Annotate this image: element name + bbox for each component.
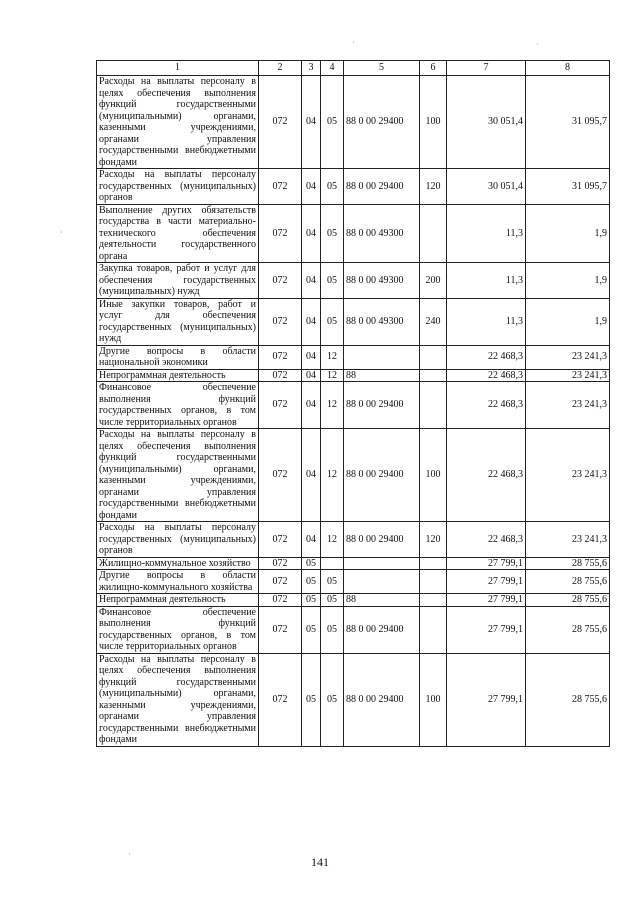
amount-year-2-cell: 23 241,3 [526,369,610,382]
target-article-cell: 88 0 00 49300 [344,298,420,345]
target-article-cell: 88 [344,369,420,382]
amount-year-2-cell: 28 755,6 [526,606,610,653]
subsection-cell: 12 [321,382,344,429]
row-name-cell: Другие вопросы в области жилищно-коммунального хозяйства [97,570,259,594]
row-name-cell: Иные закупки товаров, работ и услуг для обеспечения государственных (муниципальных) нужд [97,298,259,345]
expense-type-cell [420,594,447,607]
admin-code-cell: 072 [259,606,302,653]
section-cell: 04 [302,204,321,263]
scan-speck: · [60,228,63,237]
expense-type-cell [420,345,447,369]
target-article-cell: 88 0 00 29400 [344,76,420,169]
table-header-row [97,61,610,76]
table-row [97,263,610,299]
table-row [97,76,610,169]
target-article-cell: 88 0 00 49300 [344,263,420,299]
scan-speck: · [352,38,355,47]
row-name-cell: Расходы на выплаты персоналу государственных (муниципальных) органов [97,522,259,558]
row-name-cell: Непрограммная деятельность [97,594,259,607]
row-name-cell: Непрограммная деятельность [97,369,259,382]
subsection-cell: 12 [321,345,344,369]
section-cell: 04 [302,298,321,345]
subsection-cell: 05 [321,298,344,345]
admin-code-cell: 072 [259,76,302,169]
target-article-cell: 88 0 00 29400 [344,606,420,653]
row-name-cell: Расходы на выплаты персоналу государственных (муниципальных) органов [97,169,259,205]
subsection-cell [321,557,344,570]
target-article-cell: 88 [344,594,420,607]
admin-code-cell: 072 [259,169,302,205]
amount-year-1-cell: 30 051,4 [447,169,526,205]
row-name-cell: Расходы на выплаты персоналу в целях обеспечения выполнения функций государственными (муниципальными) органами, казенными учреждениями, органами управления государственными внебюджетными фондами [97,653,259,746]
column-header: 3 [302,61,321,76]
target-article-cell: 88 0 00 29400 [344,169,420,205]
admin-code-cell: 072 [259,570,302,594]
row-name-cell: Другие вопросы в области национальной экономики [97,345,259,369]
admin-code-cell: 072 [259,345,302,369]
admin-code-cell: 072 [259,557,302,570]
expense-type-cell: 100 [420,76,447,169]
column-header: 7 [447,61,526,76]
amount-year-1-cell: 11,3 [447,204,526,263]
target-article-cell: 88 0 00 29400 [344,653,420,746]
amount-year-1-cell: 22 468,3 [447,429,526,522]
admin-code-cell: 072 [259,204,302,263]
amount-year-1-cell: 11,3 [447,263,526,299]
amount-year-2-cell: 23 241,3 [526,522,610,558]
target-article-cell: 88 0 00 29400 [344,522,420,558]
target-article-cell [344,570,420,594]
page-number: 141 [311,855,329,869]
table-row [97,594,610,607]
admin-code-cell: 072 [259,429,302,522]
target-article-cell: 88 0 00 29400 [344,429,420,522]
expense-type-cell [420,204,447,263]
amount-year-2-cell: 28 755,6 [526,653,610,746]
section-cell: 05 [302,570,321,594]
column-header: 5 [344,61,420,76]
amount-year-1-cell: 27 799,1 [447,606,526,653]
table-row [97,298,610,345]
amount-year-2-cell: 31 095,7 [526,169,610,205]
subsection-cell: 05 [321,169,344,205]
amount-year-1-cell: 22 468,3 [447,382,526,429]
amount-year-2-cell: 28 755,6 [526,594,610,607]
expense-type-cell: 100 [420,429,447,522]
admin-code-cell: 072 [259,522,302,558]
amount-year-1-cell: 27 799,1 [447,570,526,594]
table-row [97,522,610,558]
amount-year-2-cell: 23 241,3 [526,345,610,369]
expense-type-cell: 120 [420,522,447,558]
subsection-cell: 05 [321,606,344,653]
amount-year-1-cell: 27 799,1 [447,594,526,607]
column-header: 1 [97,61,259,76]
amount-year-2-cell: 1,9 [526,204,610,263]
column-header: 2 [259,61,302,76]
expense-type-cell: 100 [420,653,447,746]
amount-year-1-cell: 27 799,1 [447,557,526,570]
target-article-cell: 88 0 00 29400 [344,382,420,429]
section-cell: 04 [302,522,321,558]
section-cell: 04 [302,369,321,382]
amount-year-2-cell: 1,9 [526,298,610,345]
amount-year-1-cell: 22 468,3 [447,522,526,558]
expense-type-cell [420,557,447,570]
amount-year-1-cell: 30 051,4 [447,76,526,169]
scan-speck: · [128,850,131,859]
row-name-cell: Финансовое обеспечение выполнения функций государственных органов, в том числе территориальных органов [97,606,259,653]
subsection-cell: 12 [321,522,344,558]
admin-code-cell: 072 [259,263,302,299]
amount-year-1-cell: 22 468,3 [447,369,526,382]
amount-year-2-cell: 31 095,7 [526,76,610,169]
amount-year-2-cell: 1,9 [526,263,610,299]
admin-code-cell: 072 [259,653,302,746]
table-row [97,382,610,429]
subsection-cell: 05 [321,204,344,263]
target-article-cell [344,557,420,570]
section-cell: 05 [302,653,321,746]
row-name-cell: Жилищно-коммунальное хозяйство [97,557,259,570]
row-name-cell: Выполнение других обязательств государства в части материально-технического обеспечения деятельности государственного органа [97,204,259,263]
table-row [97,204,610,263]
section-cell: 04 [302,169,321,205]
target-article-cell [344,345,420,369]
amount-year-1-cell: 27 799,1 [447,653,526,746]
amount-year-1-cell: 22 468,3 [447,345,526,369]
subsection-cell: 05 [321,76,344,169]
subsection-cell: 05 [321,263,344,299]
section-cell: 04 [302,429,321,522]
budget-table [96,60,610,747]
expense-type-cell: 240 [420,298,447,345]
row-name-cell: Расходы на выплаты персоналу в целях обеспечения выполнения функций государственными (муниципальными) органами, казенными учреждениями, органами управления государственными внебюджетными фондами [97,429,259,522]
column-header: 4 [321,61,344,76]
row-name-cell: Финансовое обеспечение выполнения функций государственных органов, в том числе территориальных органов [97,382,259,429]
admin-code-cell: 072 [259,382,302,429]
amount-year-2-cell: 23 241,3 [526,429,610,522]
expense-type-cell [420,606,447,653]
table-row [97,169,610,205]
expense-type-cell [420,369,447,382]
section-cell: 04 [302,76,321,169]
amount-year-1-cell: 11,3 [447,298,526,345]
row-name-cell: Закупка товаров, работ и услуг для обеспечения государственных (муниципальных) нужд [97,263,259,299]
table-row [97,653,610,746]
amount-year-2-cell: 28 755,6 [526,570,610,594]
column-header: 6 [420,61,447,76]
admin-code-cell: 072 [259,298,302,345]
amount-year-2-cell: 28 755,6 [526,557,610,570]
table-row [97,345,610,369]
expense-type-cell: 120 [420,169,447,205]
admin-code-cell: 072 [259,369,302,382]
table-row [97,606,610,653]
table-row [97,570,610,594]
admin-code-cell: 072 [259,594,302,607]
scan-speck: · [536,40,539,49]
section-cell: 05 [302,594,321,607]
expense-type-cell: 200 [420,263,447,299]
subsection-cell: 05 [321,653,344,746]
subsection-cell: 05 [321,594,344,607]
table-row [97,557,610,570]
table-row [97,429,610,522]
section-cell: 05 [302,557,321,570]
expense-type-cell [420,570,447,594]
subsection-cell: 12 [321,429,344,522]
expense-type-cell [420,382,447,429]
amount-year-2-cell: 23 241,3 [526,382,610,429]
section-cell: 04 [302,345,321,369]
table-body [97,76,610,747]
target-article-cell: 88 0 00 49300 [344,204,420,263]
section-cell: 04 [302,382,321,429]
column-header: 8 [526,61,610,76]
subsection-cell: 12 [321,369,344,382]
section-cell: 04 [302,263,321,299]
subsection-cell: 05 [321,570,344,594]
section-cell: 05 [302,606,321,653]
row-name-cell: Расходы на выплаты персоналу в целях обеспечения выполнения функций государственными (муниципальными) органами, казенными учреждениями, органами управления государственными внебюджетными фондами [97,76,259,169]
table-row [97,369,610,382]
